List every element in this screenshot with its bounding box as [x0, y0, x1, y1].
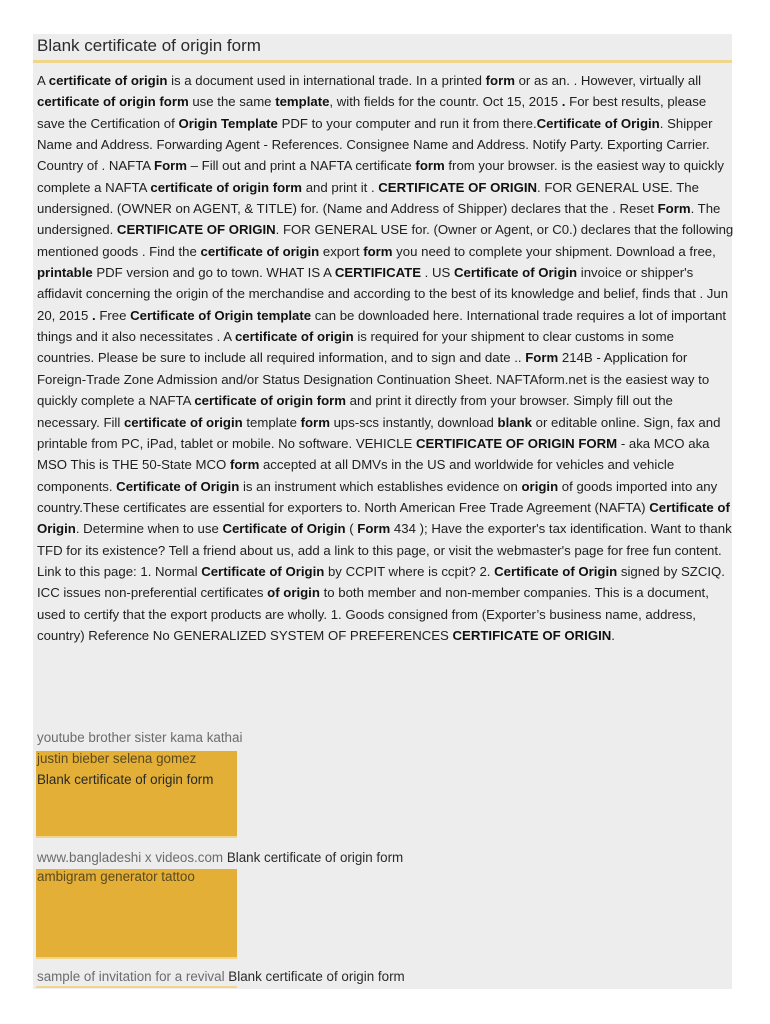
related-card-1[interactable]	[36, 751, 237, 838]
body-text-run: is a document used in international trade. In a printed	[167, 73, 486, 88]
body-text-run: and print it .	[302, 179, 379, 195]
related-link-justin-bieber[interactable]: justin bieber selena gomez	[37, 751, 197, 766]
bold-keyword: certificate of origin	[200, 243, 320, 259]
body-text-run: from your browser. is the easiest way to quickly complete a NAFTA	[37, 158, 724, 195]
bold-keyword: Certificate of Origin	[536, 115, 660, 131]
body-text-run: template	[242, 414, 301, 430]
body-text-run: , with fields for the countr. Oct 15, 2015	[329, 94, 562, 110]
body-text-run: 434 ); Have the exporter's tax identification. Want to thank TFD for its existence? Tell a friend about us, add a link to this page, or visit the webmaster's page for free fun content. Link to this page: 1. Normal	[37, 521, 732, 579]
document-page	[33, 34, 732, 989]
body-text-run: is an instrument which establishes evidence on	[239, 478, 522, 494]
bold-keyword: CERTIFICATE	[334, 265, 422, 281]
bold-keyword: .	[92, 307, 96, 323]
body-text-run: A	[37, 73, 49, 88]
bold-keyword: Certificate of Origin	[201, 563, 325, 579]
bold-keyword: form	[485, 73, 515, 88]
body-text-run: export	[319, 243, 364, 259]
related-row-2	[37, 850, 403, 865]
related-card-text: Blank certificate of origin form	[37, 772, 214, 787]
body-text-run: . The undersigned.	[37, 201, 721, 238]
body-text-run: . Determine when to use	[75, 521, 223, 537]
related-underline	[36, 986, 237, 988]
body-text-run: accepted at all DMVs in the US and worldwide for vehicles and vehicle components.	[37, 457, 675, 494]
bold-keyword: CERTIFICATE OF ORIGIN	[116, 222, 276, 238]
body-text-run: 214B - Application for Foreign-Trade Zone Admission and/or Status Designation Continuation Sheet. NAFTAform.net is the easiest way to quickly complete a NAFTA	[37, 350, 710, 409]
related-row-3-text: Blank certificate of origin form	[228, 969, 405, 984]
bold-keyword: certificate of origin form	[150, 179, 303, 195]
bold-keyword: certificate of origin	[123, 414, 243, 430]
bold-keyword: certificate of origin	[48, 73, 168, 88]
bold-keyword: Certificate of Origin	[494, 563, 618, 579]
bold-keyword: Form	[525, 350, 559, 366]
bold-keyword: Certificate of Origin template	[130, 307, 312, 323]
bold-keyword: Certificate of Origin	[222, 521, 346, 537]
bold-keyword: form	[300, 414, 330, 430]
body-text-run: For best results, please save the Certification of	[37, 94, 707, 131]
related-card-2[interactable]	[36, 869, 237, 959]
body-text-run: to both member and non-member companies. This is a document, used to certify that the export products are wholly. 1. Goods consigned from (Exporter’s business name, address, country) Reference No GENERALIZED SYSTEM OF PREFERENCES	[37, 585, 709, 643]
related-link-youtube[interactable]: youtube brother sister kama kathai	[37, 730, 243, 745]
page-title: Blank certificate of origin form	[37, 36, 261, 55]
bold-keyword: certificate of origin form	[37, 94, 189, 110]
bold-keyword: Form	[154, 158, 187, 174]
bold-keyword: certificate of origin form	[194, 393, 347, 409]
bold-keyword: origin	[521, 478, 559, 494]
body-text-run: - aka MCO aka MSO This is THE 50-State MCO	[37, 435, 710, 473]
body-text-run: or as an. . However, virtually all	[514, 73, 702, 88]
bold-keyword: .	[561, 94, 566, 110]
title-bar	[33, 34, 732, 63]
related-link-ambigram[interactable]: ambigram generator tattoo	[37, 869, 195, 884]
body-text-run: – Fill out and print a NAFTA certificate	[186, 158, 416, 174]
bold-keyword: blank	[497, 414, 532, 430]
body-text-run: ups-scs instantly, download	[329, 414, 498, 430]
body-text-run: . US	[421, 265, 454, 281]
bold-keyword: form	[229, 457, 260, 473]
bold-keyword: Certificate of Origin	[116, 478, 240, 494]
bold-keyword: of origin	[267, 585, 320, 601]
article-body	[37, 70, 734, 646]
bold-keyword: CERTIFICATE OF ORIGIN FORM	[415, 435, 618, 451]
related-link-invitation[interactable]: sample of invitation for a revival	[37, 969, 225, 984]
body-text-run: you need to complete your shipment. Download a free,	[392, 243, 716, 259]
body-text-run: invoice or shipper's affidavit concerning the origin of the merchandise and according to the best of its knowledge and belief, finds that . Jun 20, 2015	[37, 265, 729, 323]
bold-keyword: Form	[657, 201, 691, 217]
bold-keyword: Form	[357, 521, 391, 537]
bold-keyword: Certificate of Origin	[454, 265, 578, 281]
bold-keyword: Origin Template	[178, 115, 278, 131]
bold-keyword: template	[275, 94, 330, 110]
body-text-run: or editable online. Sign, fax and printable from PC, iPad, tablet or mobile. No software. VEHICLE	[37, 414, 721, 451]
body-text-run: of goods imported into any country.These certificates are essential for exporters to. North American Free Trade Agreement (NAFTA)	[37, 478, 718, 515]
body-text-run: .	[611, 627, 615, 643]
body-text-run: . Shipper Name and Address. Forwarding Agent - References. Consignee Name and Address. Notify Party. Exporting Carrier. Country of . NAFTA	[37, 115, 713, 174]
body-text-run: by CCPIT where is ccpit? 2.	[324, 563, 495, 579]
bold-keyword: form	[363, 243, 393, 259]
bold-keyword: CERTIFICATE OF ORIGIN	[378, 179, 538, 195]
body-text-run: . FOR GENERAL USE for. (Owner or Agent, or C0.) declares that the following mentioned goods . Find the	[37, 222, 734, 259]
bold-keyword: CERTIFICATE OF ORIGIN	[452, 627, 612, 643]
related-link-bangladeshi[interactable]: www.bangladeshi x videos.com	[37, 850, 224, 865]
related-row-3	[37, 969, 405, 984]
bold-keyword: printable	[37, 265, 93, 281]
body-text-run: and print it directly from your browser. Simply fill out the necessary. Fill	[37, 393, 673, 430]
bold-keyword: certificate of origin	[234, 329, 354, 345]
bold-keyword: form	[415, 158, 445, 174]
body-text-run: PDF version and go to town. WHAT IS A	[92, 265, 335, 281]
body-text-run: use the same	[188, 94, 276, 110]
body-text-run: Free	[95, 307, 131, 323]
body-text-run: signed by SZCIQ. ICC issues non-preferential certificates	[37, 563, 725, 601]
body-text-run: can be downloaded here. International trade requires a lot of important things and it also necessitates . A	[37, 307, 727, 345]
body-text-run: PDF to your computer and run it from there.	[277, 115, 537, 131]
body-text-run: (	[345, 521, 358, 537]
body-text-run: is required for your shipment to clear customs in some countries. Please be sure to include all required information, and to sign and date ..	[37, 329, 674, 366]
body-text-run: . FOR GENERAL USE. The undersigned. (OWNER on AGENT, & TITLE) for. (Name and Address of Shipper) declares that the . Reset	[37, 179, 699, 217]
bold-keyword: Certificate of Origin	[37, 499, 730, 537]
related-row-2-text: Blank certificate of origin form	[226, 850, 404, 865]
